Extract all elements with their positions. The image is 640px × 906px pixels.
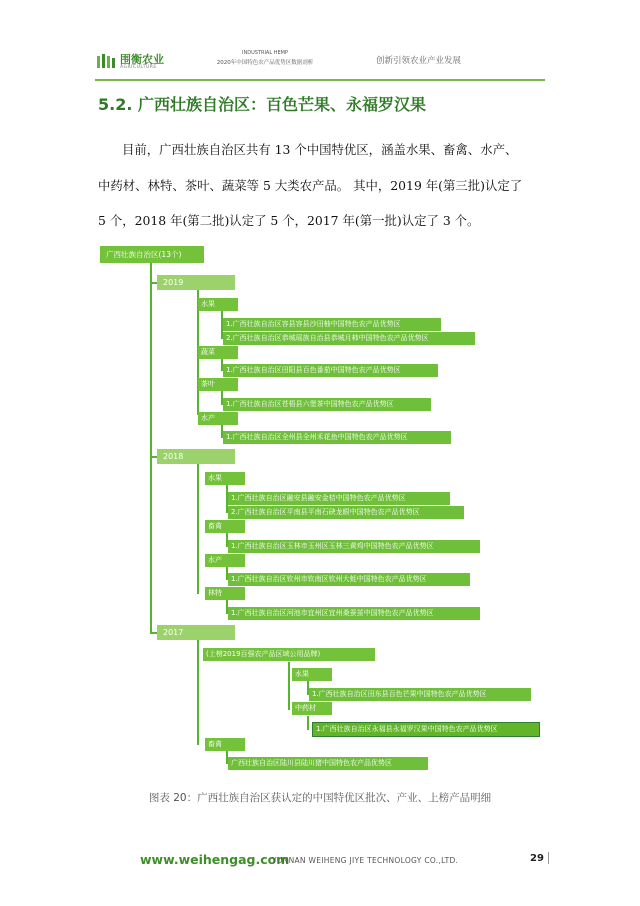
tree-leaf: 1.广西壮族自治区全州县全州禾花鱼中国特色农产品优势区 [223, 431, 451, 444]
logo-name: 围衡农业 [120, 53, 164, 66]
tree-cat-fruit: 水果 [205, 472, 245, 485]
tree-leaf: 1.广西壮族自治区河池市宜州区宜州桑蚕茧中国特色农产品优势区 [228, 607, 480, 620]
body-line-3: 5 个，2018 年(第二批)认定了 5 个，2017 年(第一批)认定了 3 个。 [98, 213, 480, 228]
tree-leaf-highlighted: 1.广西壮族自治区永福县永福罗汉果中国特色农产品优势区 [312, 722, 540, 737]
tree-cat-aquatic: 水产 [198, 412, 238, 425]
tree-leaf: 1.广西壮族自治区苍梧县六堡茶中国特色农产品优势区 [223, 398, 431, 411]
tree-trunk-line [150, 263, 152, 633]
body-line-2: 中药材、林特、茶叶、蔬菜等 5 大类农产品。 其中，2019 年(第三批)认定了 [98, 178, 523, 193]
header-slogan: 创新引领农业产业发展 [376, 56, 462, 66]
header-report-line2: 2020年中国特色农产品优势区数据剖析 [216, 60, 314, 66]
tree-leaf: 1.广西壮族自治区融安县融安金桔中国特色农产品优势区 [228, 492, 450, 505]
tree-leaf: 2.广西壮族自治区恭城瑶族自治县恭城月柿中国特色农产品优势区 [223, 332, 475, 345]
tree-year-line [197, 640, 199, 745]
tree-cat-livestock: 畜禽 [205, 520, 245, 533]
tree-cat-fruit: 水果 [292, 668, 332, 681]
tree-cat-forestry: 林特 [205, 587, 245, 600]
section-heading: 5.2. 广西壮族自治区：百色芒果、永福罗汉果 [98, 95, 426, 114]
tree-leaf: 1.广西壮族自治区钦州市钦南区钦州大蚝中国特色农产品优势区 [228, 573, 470, 586]
tree-cat-line [288, 662, 290, 710]
tree-cat-livestock: 畜禽 [205, 738, 245, 751]
tree-year-line [197, 464, 199, 594]
page-number: 29 [530, 853, 544, 864]
company-logo [96, 50, 180, 76]
footer-company: YUNNAN WEIHENG JIYE TECHNOLOGY CO.,LTD. [272, 856, 459, 865]
tree-leaf: 2.广西壮族自治区平南县平南石硖龙眼中国特色农产品优势区 [228, 506, 464, 519]
tree-leaf: 1.广西壮族自治区玉林市玉州区玉林三黄鸡中国特色农产品优势区 [228, 540, 480, 553]
tree-cat-vegetable: 蔬菜 [198, 346, 238, 359]
tree-leaf: 1.广西壮族自治区田东县百色芒果中国特色农产品优势区 [309, 688, 531, 701]
tree-cat-aquatic: 水产 [205, 554, 245, 567]
logo-subtitle: AGRICULTURE [120, 65, 157, 70]
tree-year-2019: 2019 [157, 275, 235, 290]
header-report-title [180, 50, 350, 66]
tree-root-node: 广西壮族自治区(13个) [100, 246, 204, 263]
tree-year-2017: 2017 [157, 625, 235, 640]
tree-cat-line [307, 716, 309, 730]
figure-caption: 图表 20：广西壮族自治区获认定的中国特优区批次、产业、上榜产品明细 [148, 792, 492, 804]
tree-cat-fruit: 水果 [198, 298, 238, 311]
tree-leaf: 1.广西壮族自治区容县容县沙田柚中国特色农产品优势区 [223, 318, 441, 331]
tree-leaf: 广西壮族自治区陆川县陆川猪中国特色农产品优势区 [228, 757, 428, 770]
page-number-divider [548, 852, 549, 864]
footer-url: www.weihengag.com [140, 852, 290, 867]
tree-year-2018: 2018 [157, 449, 235, 464]
tree-cat-tea: 茶叶 [198, 378, 238, 391]
header-divider [95, 79, 545, 81]
tree-brand-group: (上榜2019百强农产品区域公用品牌) [203, 648, 375, 661]
tree-cat-herb: 中药材 [292, 702, 332, 715]
tree-leaf: 1.广西壮族自治区田阳县百色番茄中国特色农产品优势区 [223, 364, 438, 377]
body-line-1: 目前，广西壮族自治区共有 13 个中国特优区，涵盖水果、畜禽、水产、 [122, 142, 518, 157]
header-report-line1: INDUSTRIAL HEMP [242, 50, 288, 56]
leaf-logo-icon [96, 52, 116, 70]
